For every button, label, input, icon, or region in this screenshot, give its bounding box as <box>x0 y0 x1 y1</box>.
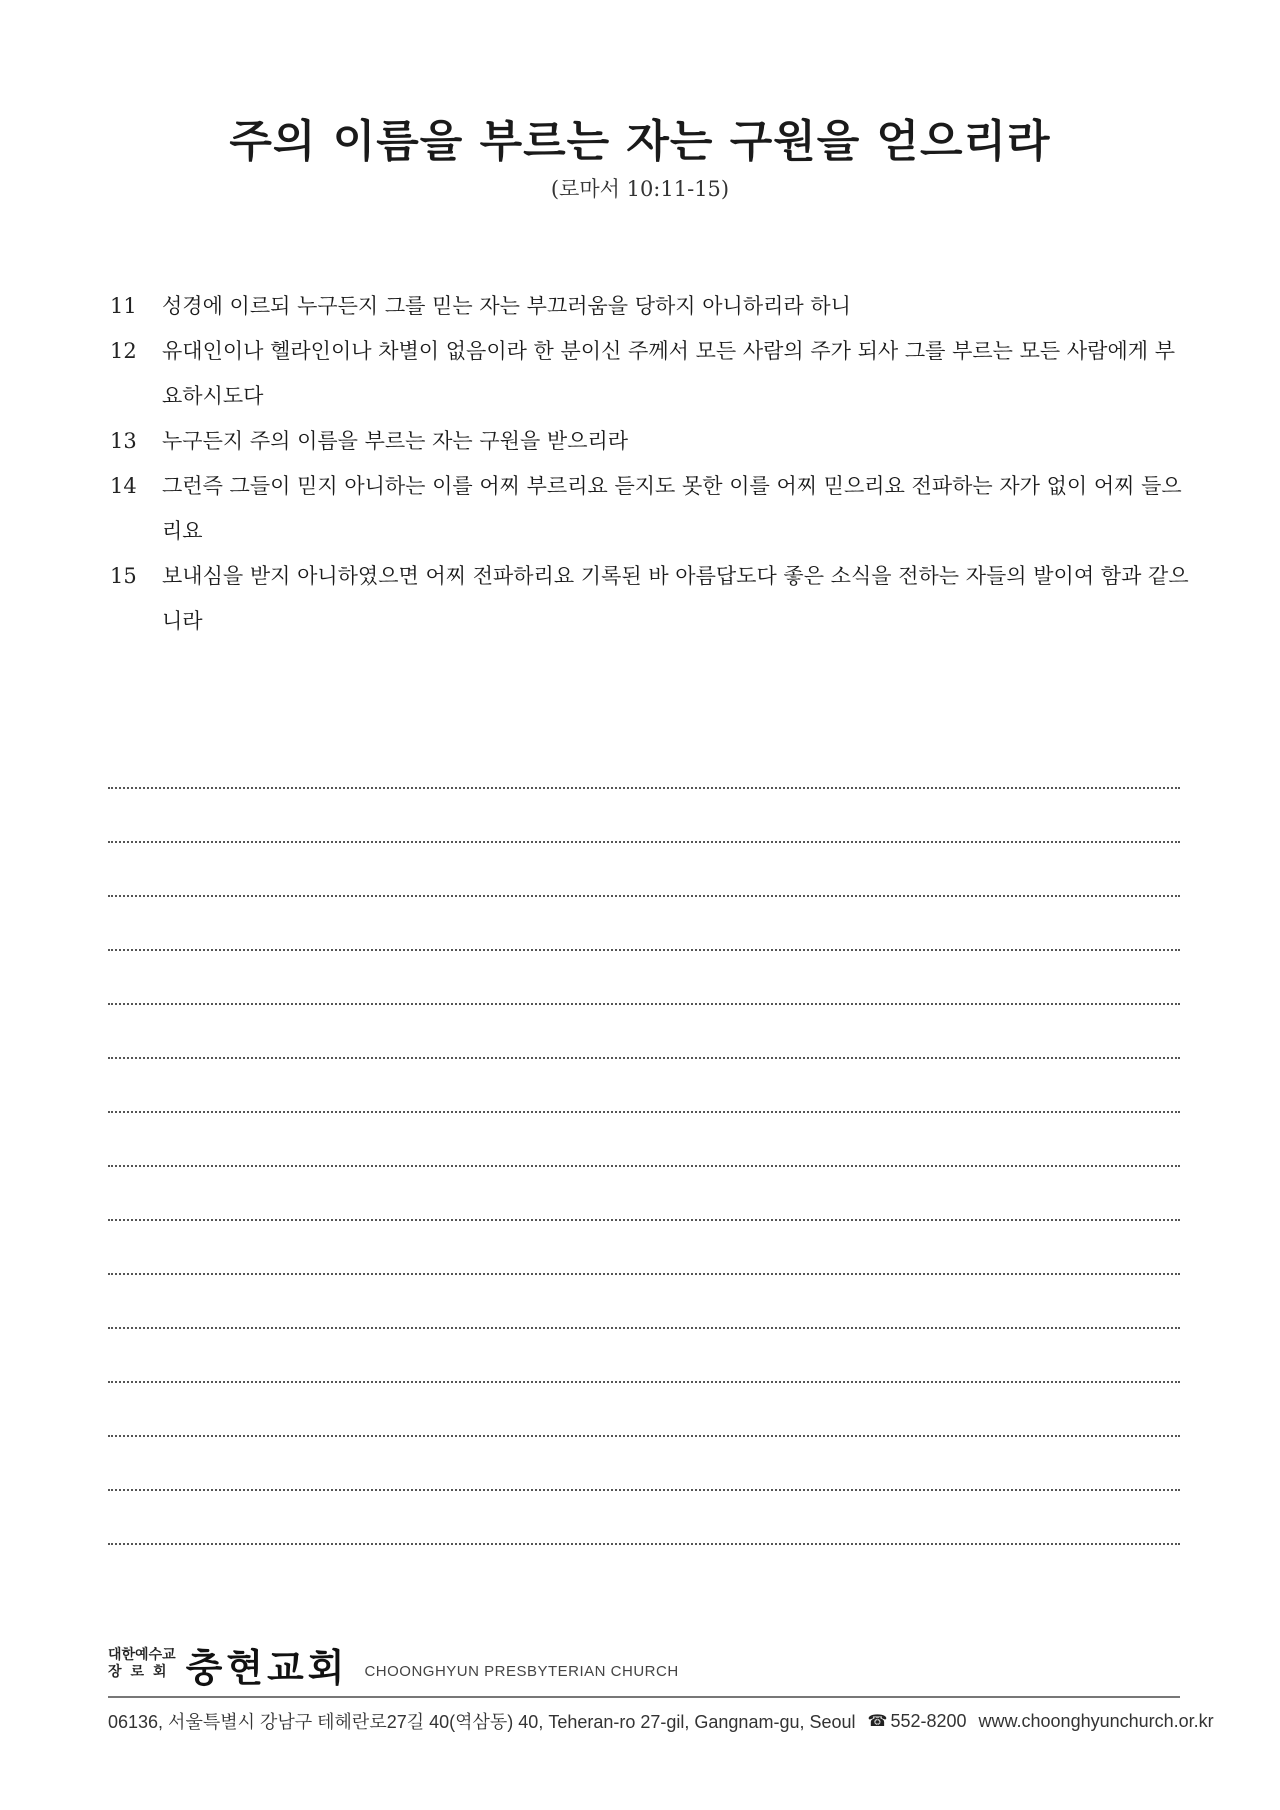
writing-line <box>108 897 1180 951</box>
writing-line <box>108 1059 1180 1113</box>
verse-number: 11 <box>110 294 137 318</box>
writing-line <box>108 1383 1180 1437</box>
phone-number: 552-8200 <box>890 1710 967 1731</box>
verse-text: 누구든지 주의 이름을 부르는 자는 구원을 받으리라 <box>162 429 629 453</box>
verse-number: 13 <box>110 429 137 453</box>
denomination-line-1: 대한예수교 <box>108 1647 176 1663</box>
writing-line <box>108 1491 1180 1545</box>
church-address: 06136, 서울특별시 강남구 테헤란로27길 40(역삼동) 40, Teheran-ro 27-gil, Gangnam-gu, Seoul <box>108 1712 856 1732</box>
verse-text: 성경에 이르되 누구든지 그를 믿는 자는 부끄러움을 당하지 아니하리라 하니 <box>162 294 851 318</box>
writing-line <box>108 789 1180 843</box>
footer <box>108 1640 1214 1734</box>
scripture-reference: (로마서 10:11-15) <box>550 177 730 201</box>
telephone-icon: ☎ <box>867 1713 888 1730</box>
verse-item <box>110 554 1190 644</box>
church-logo <box>108 1640 1180 1688</box>
verse-text: 유대인이나 헬라인이나 차별이 없음이라 한 분이신 주께서 모든 사람의 주가 되사 그를 부르는 모든 사람에게 부요하시도다 <box>162 339 1175 408</box>
verse-number: 15 <box>110 564 137 588</box>
writing-line <box>108 735 1180 789</box>
verse-item <box>110 284 1190 329</box>
verse-text: 그런즉 그들이 믿지 아니하는 이를 어찌 부르리요 듣지도 못한 이를 어찌 믿으리요 전파하는 자가 없이 어찌 들으리요 <box>162 474 1182 543</box>
writing-line <box>108 1437 1180 1491</box>
verse-item <box>110 329 1190 419</box>
writing-line <box>108 1167 1180 1221</box>
denomination-line-2: 장로회 <box>108 1664 176 1680</box>
verse-item <box>110 464 1190 554</box>
writing-line <box>108 1221 1180 1275</box>
church-name-english: CHOONGHYUN PRESBYTERIAN CHURCH <box>364 1662 679 1680</box>
website-link[interactable]: www.choonghyunchurch.or.kr <box>978 1710 1214 1731</box>
verse-list <box>110 284 1190 644</box>
writing-line <box>108 1113 1180 1167</box>
contact-info <box>108 1708 1214 1734</box>
verse-text: 보내심을 받지 아니하였으면 어찌 전파하리요 기록된 바 아름답도다 좋은 소식을 전하는 자들의 발이여 함과 같으니라 <box>162 564 1189 633</box>
footer-divider <box>108 1696 1180 1698</box>
denomination-mark <box>108 1647 176 1681</box>
page-title: 주의 이름을 부르는 자는 구원을 얻으리라 <box>229 116 1051 167</box>
writing-line <box>108 1329 1180 1383</box>
handwriting-practice-area <box>108 735 1180 1545</box>
writing-line <box>108 1275 1180 1329</box>
verse-number: 12 <box>110 339 137 363</box>
writing-line <box>108 1005 1180 1059</box>
writing-line <box>108 843 1180 897</box>
verse-number: 14 <box>110 474 137 498</box>
writing-line <box>108 951 1180 1005</box>
verse-item <box>110 419 1190 464</box>
church-name-logo: 충현교회 <box>185 1644 349 1690</box>
